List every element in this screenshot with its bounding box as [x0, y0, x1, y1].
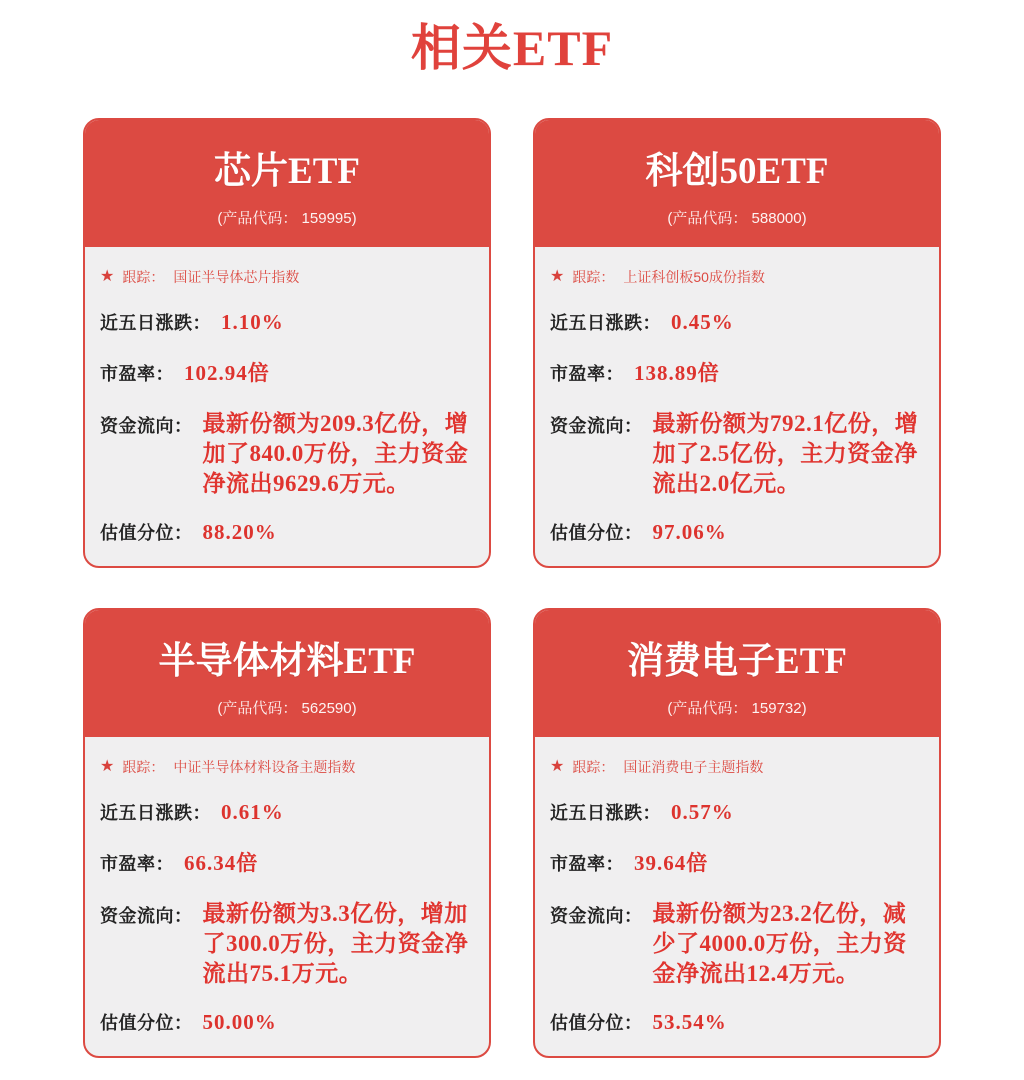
fund-flow-row [100, 899, 479, 989]
pe-ratio-value: 66.34倍 [184, 851, 259, 875]
valuation-row [550, 1009, 929, 1035]
pe-ratio-row [100, 357, 479, 387]
star-icon: ★ [550, 268, 565, 285]
card-body [85, 247, 489, 545]
tracking-index: 国证半导体芯片指数 [173, 269, 300, 285]
etf-card-semiconductor-materials [83, 608, 491, 1058]
etf-title: 芯片ETF [214, 150, 360, 192]
pe-ratio-row [550, 847, 929, 877]
pe-ratio-label: 市盈率： [550, 854, 624, 874]
valuation-row [550, 519, 929, 545]
star-icon: ★ [550, 758, 565, 775]
star-icon: ★ [100, 758, 115, 775]
valuation-label: 估值分位： [550, 523, 643, 543]
fund-flow-row [100, 409, 479, 499]
card-header [85, 120, 489, 247]
five-day-change-label: 近五日涨跌： [100, 803, 211, 823]
fund-flow-row [550, 899, 929, 989]
card-body [535, 737, 939, 1035]
fund-flow-label: 资金流向： [550, 416, 643, 436]
card-body [535, 247, 939, 545]
valuation-value: 97.06% [652, 520, 727, 544]
etf-card-star50 [533, 118, 941, 568]
five-day-change-value: 0.45% [671, 310, 734, 334]
etf-product-code: (产品代码： 588000) [667, 209, 807, 227]
card-header [535, 610, 939, 737]
valuation-label: 估值分位： [550, 1013, 643, 1033]
pe-ratio-label: 市盈率： [100, 854, 174, 874]
tracking-label: 跟踪： [572, 759, 615, 775]
valuation-label: 估值分位： [100, 1013, 193, 1033]
tracking-label: 跟踪： [572, 269, 615, 285]
fund-flow-value: 最新份额为23.2亿份，减少了4000.0万份，主力资金净流出12.4万元。 [652, 901, 907, 986]
tracking-index: 国证消费电子主题指数 [623, 759, 764, 775]
tracking-index: 中证半导体材料设备主题指数 [173, 759, 356, 775]
etf-title: 科创50ETF [645, 150, 829, 192]
tracking-row [550, 757, 929, 777]
valuation-value: 50.00% [202, 1010, 277, 1034]
tracking-row [100, 757, 479, 777]
etf-product-code: (产品代码： 562590) [217, 699, 357, 717]
five-day-change-row [550, 799, 929, 825]
valuation-label: 估值分位： [100, 523, 193, 543]
fund-flow-row [550, 409, 929, 499]
fund-flow-value: 最新份额为3.3亿份，增加了300.0万份，主力资金净流出75.1万元。 [202, 901, 469, 986]
tracking-row [100, 267, 479, 287]
five-day-change-label: 近五日涨跌： [550, 803, 661, 823]
tracking-label: 跟踪： [122, 269, 165, 285]
fund-flow-label: 资金流向： [100, 416, 193, 436]
fund-flow-value: 最新份额为792.1亿份，增加了2.5亿份，主力资金净流出2.0亿元。 [652, 411, 919, 496]
five-day-change-value: 1.10% [221, 310, 284, 334]
etf-product-code: (产品代码： 159995) [217, 209, 357, 227]
etf-title: 半导体材料ETF [158, 640, 416, 682]
five-day-change-row [100, 309, 479, 335]
pe-ratio-value: 102.94倍 [184, 361, 270, 385]
star-icon: ★ [100, 268, 115, 285]
five-day-change-value: 0.61% [221, 800, 284, 824]
fund-flow-label: 资金流向： [100, 906, 193, 926]
five-day-change-value: 0.57% [671, 800, 734, 824]
tracking-label: 跟踪： [122, 759, 165, 775]
fund-flow-label: 资金流向： [550, 906, 643, 926]
pe-ratio-label: 市盈率： [100, 364, 174, 384]
valuation-value: 88.20% [202, 520, 277, 544]
page-title: 相关ETF [410, 20, 614, 76]
five-day-change-row [100, 799, 479, 825]
valuation-row [100, 519, 479, 545]
valuation-row [100, 1009, 479, 1035]
tracking-row [550, 267, 929, 287]
card-header [85, 610, 489, 737]
etf-cards-grid [0, 118, 1024, 1058]
pe-ratio-row [100, 847, 479, 877]
pe-ratio-value: 138.89倍 [634, 361, 720, 385]
card-body [85, 737, 489, 1035]
etf-card-consumer-electronics [533, 608, 941, 1058]
etf-product-code: (产品代码： 159732) [667, 699, 807, 717]
pe-ratio-label: 市盈率： [550, 364, 624, 384]
pe-ratio-value: 39.64倍 [634, 851, 709, 875]
five-day-change-label: 近五日涨跌： [100, 313, 211, 333]
tracking-index: 上证科创板50成份指数 [623, 269, 765, 285]
valuation-value: 53.54% [652, 1010, 727, 1034]
etf-card-chip [83, 118, 491, 568]
five-day-change-row [550, 309, 929, 335]
etf-title: 消费电子ETF [627, 640, 847, 682]
five-day-change-label: 近五日涨跌： [550, 313, 661, 333]
pe-ratio-row [550, 357, 929, 387]
card-header [535, 120, 939, 247]
fund-flow-value: 最新份额为209.3亿份，增加了840.0万份，主力资金净流出9629.6万元。 [202, 411, 469, 496]
